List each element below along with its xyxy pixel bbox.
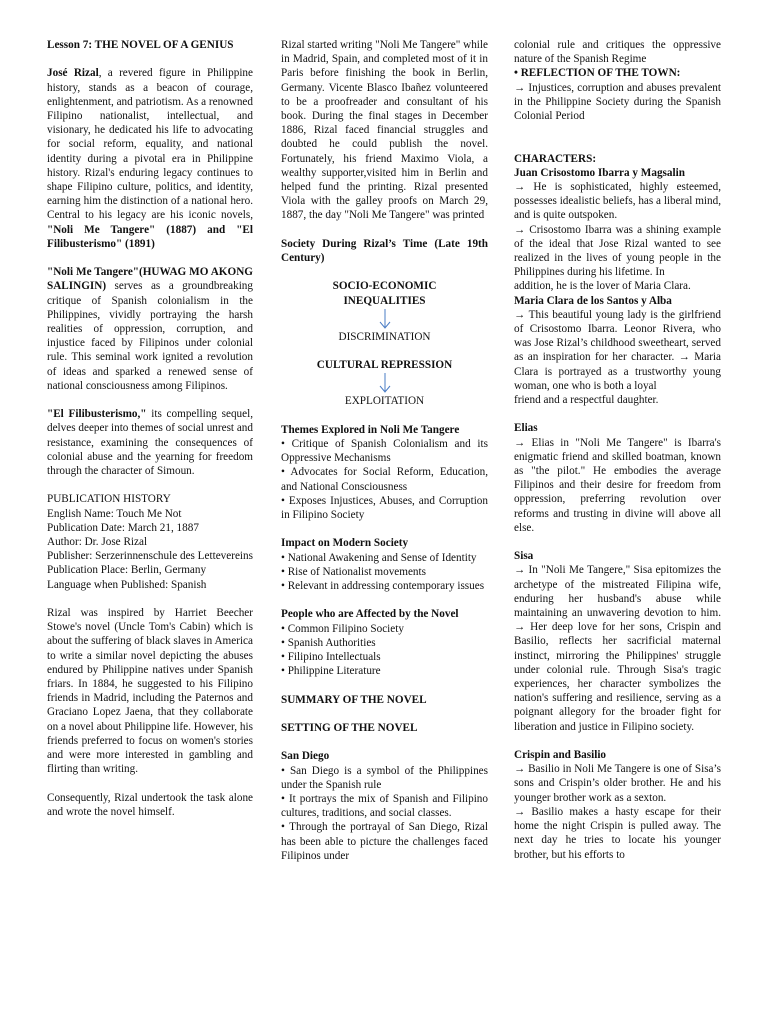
people-item: • Common Filipino Society [281, 622, 404, 635]
sisa-heading: Sisa [514, 550, 534, 563]
arrow-down-icon [281, 372, 488, 394]
ibarra-text-2: → Crisostomo Ibarra was a shining example of the ideal that Jose Rizal wanted to see realized in the lives of young people in the Philippines during his lifetime. In [514, 223, 721, 279]
novels-bold: "Noli Me Tangere" (1887) and "El Filibusterismo" (1891) [47, 223, 253, 250]
san-diego-item: • Through the portrayal of San Diego, Rizal has been able to picture the challenges faced Filipinos under [281, 821, 488, 862]
publication-history [47, 492, 253, 591]
consequently-paragraph: Consequently, Rizal undertook the task alone and wrote the novel himself. [47, 791, 253, 818]
arrow-down-icon [281, 308, 488, 330]
theme-item: • Critique of Spanish Colonialism and its Oppressive Mechanisms [281, 438, 488, 465]
san-diego-item: • San Diego is a symbol of the Philippines under the Spanish rule [281, 764, 488, 791]
impact-item: • National Awakening and Sense of Identity [281, 551, 477, 564]
pub-line: Publisher: Serzerinnenschule des Lettevereins [47, 550, 253, 563]
san-diego-heading: San Diego [281, 750, 330, 763]
themes-list [281, 437, 488, 522]
column-1 [47, 38, 253, 833]
pub-line: English Name: Touch Me Not [47, 507, 182, 520]
people-item: • Filipino Intellectuals [281, 651, 381, 664]
lesson-title: Lesson 7: THE NOVEL OF A GENIUS [47, 39, 234, 51]
column-2 [281, 38, 488, 877]
society-flow [281, 279, 488, 408]
impact-item: • Relevant in addressing contemporary issues [281, 580, 485, 593]
ibarra-text-3: addition, he is the lover of Maria Clara. [514, 280, 691, 293]
elias-heading: Elias [514, 422, 538, 435]
people-item: • Spanish Authorities [281, 636, 376, 649]
fili-paragraph: "El Filibusterismo," its compelling sequel, delves deeper into themes of social unrest and resistance, examining the consequences of colonial abuse and the yearning for freedom through the character of Simoun. [47, 408, 253, 478]
crispin-text-1: → Basilio in Noli Me Tangere is one of Sisa’s sons and Crispin’s older brother. He and his younger brother work as a sexton. [514, 763, 721, 804]
characters-heading: CHARACTERS: [514, 152, 597, 165]
pub-line: PUBLICATION HISTORY [47, 493, 171, 506]
fili-bold: "El Filibusterismo," [47, 408, 147, 421]
flow-item: CULTURAL REPRESSION [316, 359, 453, 372]
san-diego-list [281, 764, 488, 863]
ibarra-text-1: → He is sophisticated, highly esteemed, possesses idealistic beliefs, has a liberal mind, and is quite outspoken. [514, 181, 721, 222]
setting-heading: SETTING OF THE NOVEL [281, 722, 418, 735]
theme-item: • Exposes Injustices, Abuses, and Corruption in Filipino Society [281, 494, 488, 522]
san-diego-item: • It portrays the mix of Spanish and Filipino cultures, traditions, and social classes. [281, 793, 488, 820]
society-heading: Society During Rizal’s Time (Late 19th Century) [281, 237, 488, 265]
sisa-text: → In "Noli Me Tangere," Sisa epitomizes the archetype of the mistreated Filipina wife, enduring her husband's abuse while maintaining an unwavering devotion to him. → Her deep love for her sons, Crispin and Basilio, reflects her sacrificial maternal instinct, mirroring the Philippines' struggle under colonial rule. Through Sisa's tragic experiences, her character symbolizes the nation's suffering and resilience, serving as a poignant allegory for the broader fight for liberation and justice in Filipino society. [514, 564, 721, 733]
elias-text: → Elias in "Noli Me Tangere" is Ibarra's enigmatic friend and skilled boatman, known as "the pilot." He embodies the average Filipinos and their desire for freedom from oppression, preferring revolution over reforms and trusting in divine will above all else. [514, 436, 721, 534]
noli-bold: "Noli Me Tangere"(HUWAG MO AKONG SALINGIN) [47, 266, 253, 293]
themes-heading: Themes Explored in Noli Me Tangere [281, 423, 460, 436]
theme-item: • Advocates for Social Reform, Education, and National Consciousness [281, 466, 488, 493]
summary-heading: SUMMARY OF THE NOVEL [281, 693, 427, 706]
impact-list [281, 551, 488, 594]
pub-line: Author: Dr. Jose Rizal [47, 536, 148, 549]
people-list [281, 622, 488, 679]
crispin-text-2: → Basilio makes a hasty escape for their home the night Crispin is pulled away. The next day he tries to locate his younger brother, but his efforts to [514, 805, 721, 861]
people-item: • Philippine Literature [281, 665, 381, 678]
flow-item: DISCRIMINATION [338, 330, 431, 343]
pub-line: Publication Place: Berlin, Germany [47, 564, 207, 577]
maria-text-2: friend and a respectful daughter. [514, 394, 659, 407]
ibarra-heading: Juan Crisostomo Ibarra y Magsalin [514, 166, 685, 179]
pub-line: Publication Date: March 21, 1887 [47, 521, 199, 534]
pub-line: Language when Published: Spanish [47, 578, 207, 591]
inspired-paragraph: Rizal was inspired by Harriet Beecher Stowe's novel (Uncle Tom's Cabin) which is about the suffering of black slaves in America to write a similar novel depicting the abuses endured by Philippine natives under Spanish friars. In 1884, he suggested to his Filipino friends in Madrid, including the Paternos and Graciano Lopez Jaena, that they collaborate on a novel about Philippine life. However, his friends preferred to focus on women's stories and were more interested in gambling and flirting than writing. [47, 607, 253, 776]
maria-text-1: → This beautiful young lady is the girlfriend of Crisostomo Ibarra. Leonor Rivera, who was Jose Rizal’s childhood sweetheart, served as an inspiration for her character. → Maria Clara is portrayed as a trustworthy young woman, one who is both a loyal [514, 308, 721, 392]
column-3 [514, 38, 721, 862]
crispin-heading: Crispin and Basilio [514, 749, 607, 762]
flow-item: SOCIO-ECONOMIC INEQUALITIES [332, 280, 437, 307]
flow-item: EXPLOITATION [344, 395, 425, 408]
impact-heading: Impact on Modern Society [281, 537, 409, 550]
continued-text: colonial rule and critiques the oppressive nature of the Spanish Regime [514, 39, 721, 66]
noli-paragraph: "Noli Me Tangere"(HUWAG MO AKONG SALINGIN) serves as a groundbreaking critique of Spanish colonialism in the Philippines, vividly portraying the harsh realities of oppression, corruption, and injustice faced by Filipinos under colonial rule. This seminal work ignited a revolution of ideas and sparked a renewed sense of national consciousness among Filipinos. [47, 266, 253, 392]
impact-item: • Rise of Nationalist movements [281, 565, 426, 578]
started-paragraph: Rizal started writing "Noli Me Tangere" while in Madrid, Spain, and completed most of it in Paris before finishing the book in Berlin, Germany. Vicente Blasco Ibañez volunteered to be a proofreader and consultant of his book. During the final stages in December 1886, Rizal faced financial struggles and doubted he could publish the novel. Fortunately, his friend Maximo Viola, a wealthy supporter,visited him in Berlin and helped fund the printing. Rizal presented Viola with the galley proofs on March 29, 1887, the day "Noli Me Tangere" was printed [281, 39, 488, 222]
rizal-name: José Rizal [47, 67, 99, 80]
rizal-intro: José Rizal, a revered figure in Philippine history, stands as a beacon of courage, enlightenment, and patriotism. As a renowned Filipino nationalist, intellectual, and visionary, he dedicated his life to advocating for social reform, equality, and national identity during a pivotal era in Philippine history. Rizal's enduring legacy continues to shape Filipino culture, politics, and identity, earning him the distinction of a national hero. Central to his legacy are his iconic novels, "Noli Me Tangere" (1887) and "El Filibusterismo" (1891) [47, 67, 253, 250]
people-heading: People who are Affected by the Novel [281, 608, 459, 621]
reflection-text: → Injustices, corruption and abuses prevalent in the Philippine Society during the Spanish Colonial Period [514, 81, 721, 123]
reflection-heading: • REFLECTION OF THE TOWN: [514, 67, 681, 80]
maria-heading: Maria Clara de los Santos y Alba [514, 294, 672, 307]
